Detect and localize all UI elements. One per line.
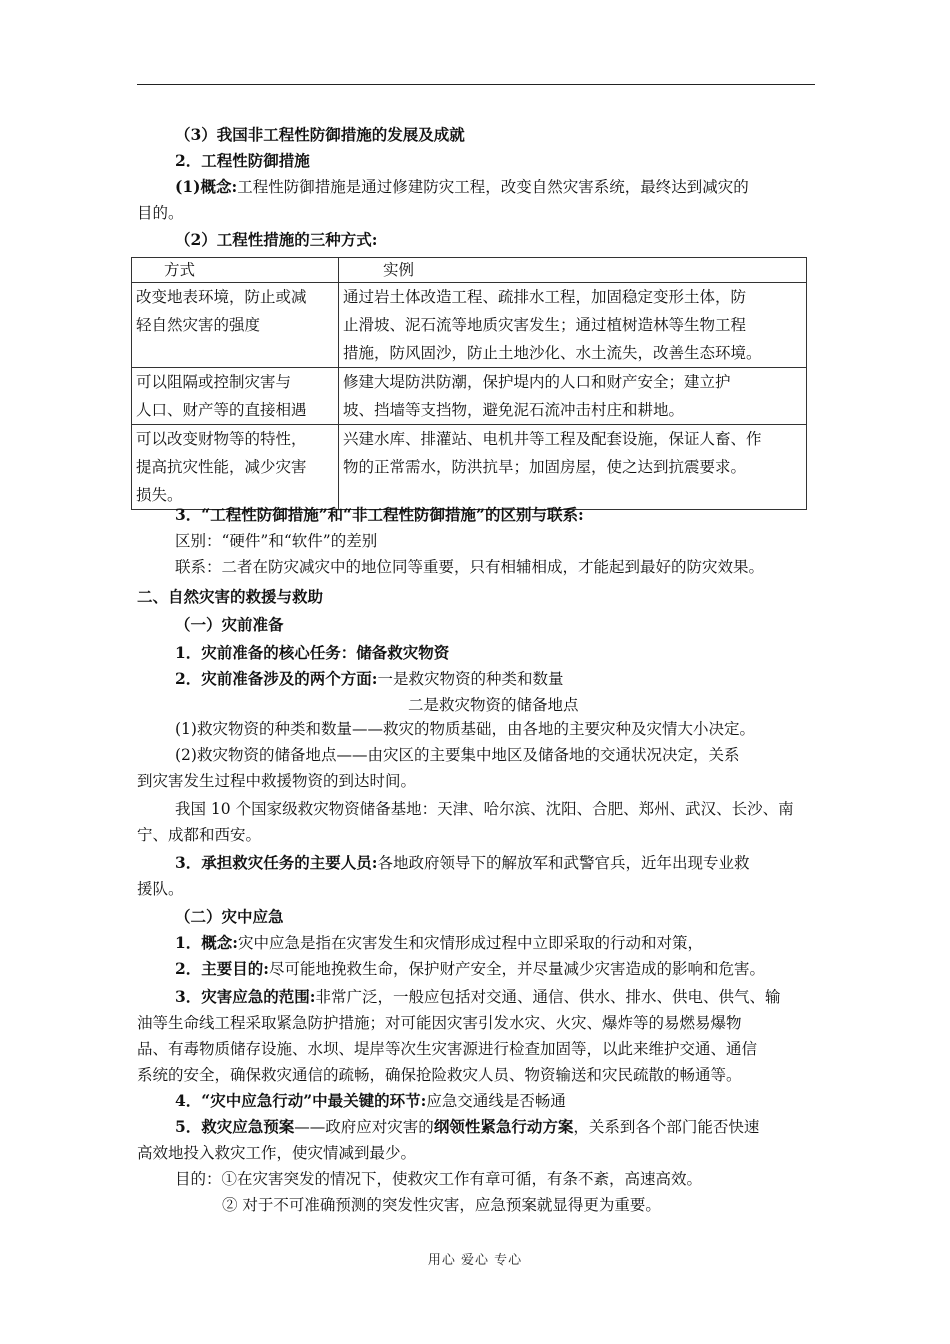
reserve-bases-text: 我国 10 个国家级救灾物资储备基地：天津、哈尔滨、沈阳、合肥、郑州、武汉、长沙、南 (175, 800, 794, 818)
two-aspects: 2．灾前准备涉及的两个方面:一是救灾物资的种类和数量 (175, 669, 564, 688)
page-footer: 用心 爱心 专心 (427, 1253, 523, 1268)
header-rule (137, 84, 815, 85)
core-task: 1．灾前准备的核心任务：储备救灾物资 (175, 643, 450, 662)
table-cell-example: 兴建水库、排灌站、电机井等工程及配套设施，保证人畜、作 物的正常需水，防洪抗旱；加固房屋，使之达到抗震要求。 (339, 425, 807, 510)
difference-text: 区别：“硬件”和“软件”的差别 (175, 532, 378, 550)
methods-table (131, 257, 807, 510)
table-header-example: 实例 (339, 258, 807, 283)
emergency-scope-cont-2: 品、有毒物质储存设施、水坝、堤岸等次生灾害源进行检查加固等，以此来维护交通、通信 (137, 1040, 758, 1058)
emergency-scope-cont-1: 油等生命线工程采取紧急防护措施；对可能因灾害引发水灾、火灾、爆炸等的易燃易爆物 (137, 1014, 742, 1032)
aspect-1-text: (1)救灾物资的种类和数量——救灾的物质基础，由各地的主要灾种及灾情大小决定。 (175, 720, 755, 738)
heading-three-methods: （2）工程性措施的三种方式: (175, 230, 378, 249)
heading-difference-relation: 3．“工程性防御措施”和“非工程性防御措施”的区别与联系: (175, 505, 584, 524)
concept-paragraph (175, 177, 749, 197)
plan-purpose-1: 目的：①在灾害突发的情况下，使救灾工作有章可循，有条不紊，高速高效。 (175, 1170, 703, 1188)
emergency-purpose: 2．主要目的:尽可能地挽救生命，保护财产安全，并尽量减少灾害造成的影响和危害。 (175, 959, 766, 978)
table-cell-example: 修建大堤防洪防潮，保护堤内的人口和财产安全；建立护 坡、挡墙等支挡物，避免泥石流冲击村庄和耕地。 (339, 368, 807, 425)
relation-text: 联系：二者在防灾减灾中的地位同等重要，只有相辅相成，才能起到最好的防灾效果。 (175, 558, 765, 576)
table-row (132, 368, 807, 425)
reserve-bases-text-cont: 宁、成都和西安。 (137, 826, 262, 844)
section-heading-rescue: 二、自然灾害的救援与救助 (137, 587, 324, 606)
table-row (132, 425, 807, 510)
table-cell-mode: 改变地表环境，防止或减 轻自然灾害的强度 (132, 283, 339, 368)
subsection-pre-disaster: （一）灾前准备 (175, 615, 284, 634)
heading-nonengineering-progress: （3）我国非工程性防御措施的发展及成就 (175, 125, 465, 144)
concept-label: (1)概念: (175, 177, 238, 196)
table-cell-mode: 可以阻隔或控制灾害与 人口、财产等的直接相遇 (132, 368, 339, 425)
emergency-plan-cont: 高效地投入救灾工作，使灾情减到最少。 (137, 1144, 417, 1162)
table-cell-mode: 可以改变财物等的特性， 提高抗灾性能，减少灾害 损失。 (132, 425, 339, 510)
key-link: 4．“灾中应急行动”中最关键的环节:应急交通线是否畅通 (175, 1091, 566, 1110)
table-cell-example: 通过岩土体改造工程、疏排水工程，加固稳定变形土体，防 止滑坡、泥石流等地质灾害发生；通过植树造林等生物工程 措施，防风固沙，防止土地沙化、水土流失，改善生态环境。 (339, 283, 807, 368)
aspect-2-text: (2)救灾物资的储备地点——由灾区的主要集中地区及储备地的交通状况决定，关系 (175, 746, 740, 764)
emergency-concept: 1．概念:灾中应急是指在灾害发生和灾情形成过程中立即采取的行动和对策， (175, 933, 704, 952)
concept-text: 工程性防御措施是通过修建防灾工程，改变自然灾害系统，最终达到减灾的 (237, 178, 749, 196)
table-row (132, 283, 807, 368)
heading-engineering-measures: 2．工程性防御措施 (175, 151, 310, 170)
subsection-emergency: （二）灾中应急 (175, 907, 284, 926)
table-header-mode: 方式 (132, 258, 339, 283)
emergency-scope-cont-3: 系统的安全，确保救灾通信的疏畅，确保抢险救灾人员、物资输送和灾民疏散的畅通等。 (137, 1066, 742, 1084)
main-personnel-cont: 援队。 (137, 880, 184, 898)
main-personnel: 3．承担救灾任务的主要人员:各地政府领导下的解放军和武警官兵，近年出现专业救 (175, 853, 750, 872)
two-aspects-second: 二是救灾物资的储备地点 (408, 696, 579, 714)
plan-purpose-2: ② 对于不可准确预测的突发性灾害，应急预案就显得更为重要。 (222, 1196, 661, 1214)
emergency-scope: 3．灾害应急的范围:非常广泛，一般应包括对交通、通信、供水、排水、供电、供气、输 (175, 987, 781, 1006)
emergency-plan: 5．救灾应急预案——政府应对灾害的纲领性紧急行动方案，关系到各个部门能否快速 (175, 1117, 760, 1136)
table-header-row (132, 258, 807, 283)
concept-paragraph-cont: 目的。 (137, 204, 184, 222)
aspect-2-text-cont: 到灾害发生过程中救援物资的到达时间。 (137, 772, 417, 790)
